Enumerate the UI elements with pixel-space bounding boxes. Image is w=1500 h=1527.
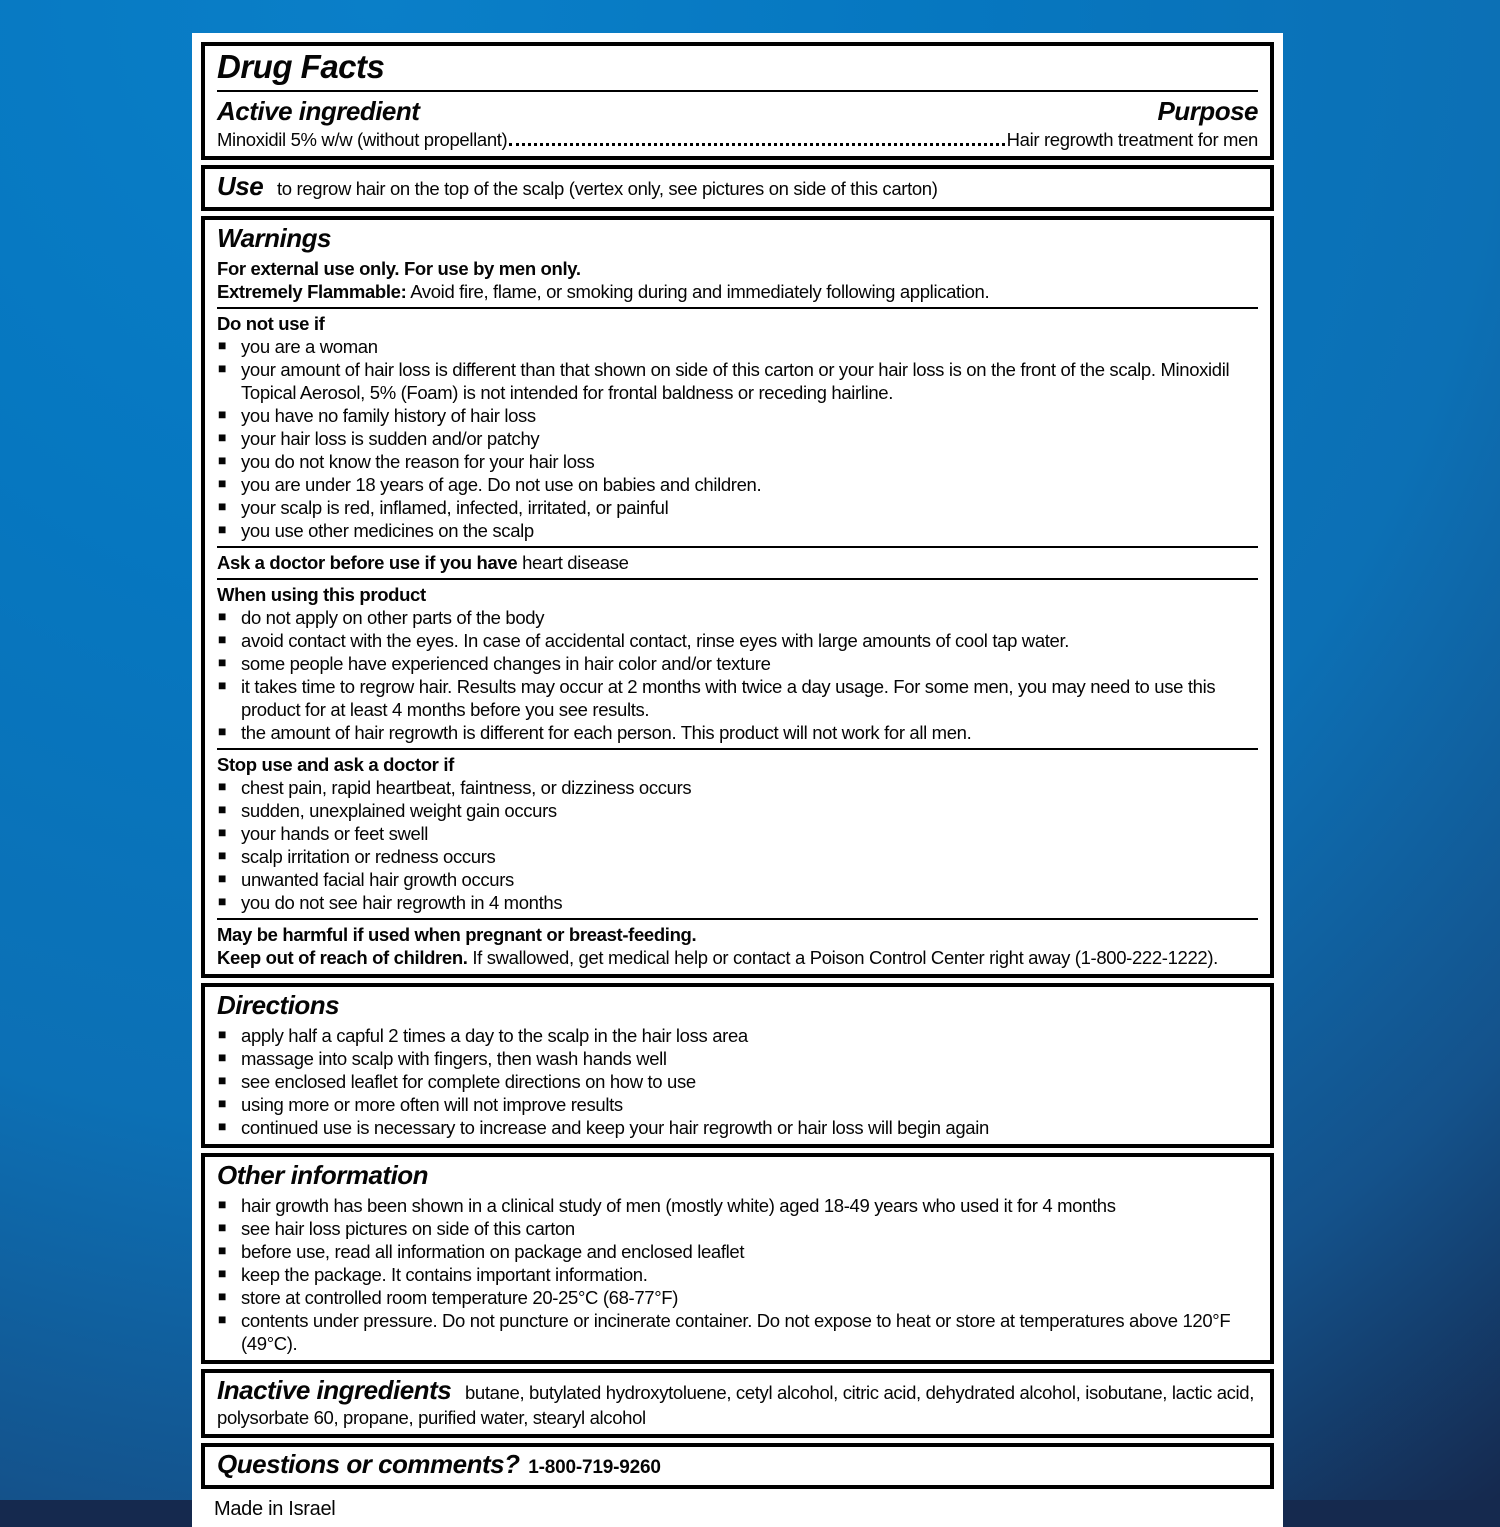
section-header <box>201 42 1274 160</box>
divider <box>217 90 1258 92</box>
section-directions <box>201 983 1274 1148</box>
active-ingredient-heading: Active ingredient <box>217 96 420 127</box>
keep-out-label: Keep out of reach of children. <box>217 946 468 968</box>
flammable-label: Extremely Flammable: <box>217 280 407 302</box>
bullet-item: ■ your hair loss is sudden and/or patchy <box>217 427 1258 450</box>
pregnancy-children-subsection <box>217 918 1258 969</box>
use-text: to regrow hair on the top of the scalp (vertex only, see pictures on side of this carton) <box>277 178 938 200</box>
ask-doctor-text: heart disease <box>522 551 629 573</box>
drug-facts-label <box>192 33 1283 1527</box>
other-information-list <box>217 1194 1258 1355</box>
ask-doctor-subsection <box>217 546 1258 574</box>
bullet-item: ■ see hair loss pictures on side of this carton <box>217 1217 1258 1240</box>
inactive-ingredients-text: butane, butylated hydroxytoluene, cetyl alcohol, citric acid, dehydrated alcohol, isobutane, lactic acid, polysorbate 60, propane, purified water, stearyl alcohol <box>217 1381 1255 1428</box>
ask-doctor-line <box>217 551 1258 574</box>
ask-doctor-label: Ask a doctor before use if you have <box>217 551 518 573</box>
bullet-item: ■ before use, read all information on package and enclosed leaflet <box>217 1240 1258 1263</box>
when-using-subsection <box>217 578 1258 744</box>
bullet-item: ■ you are under 18 years of age. Do not use on babies and children. <box>217 473 1258 496</box>
bullet-item: ■ your amount of hair loss is different than that shown on side of this carton or your hair loss is on the front of the scalp. Minoxidil Topical Aerosol, 5% (Foam) is not intended for frontal baldness or receding hairline. <box>217 358 1258 404</box>
external-use-text: For external use only. For use by men only. <box>217 257 581 279</box>
bullet-item: ■ you are a woman <box>217 335 1258 358</box>
dotted-leader <box>509 143 1004 146</box>
flammable-text: Avoid fire, flame, or smoking during and immediately following application. <box>410 280 990 302</box>
inactive-ingredients-heading: Inactive ingredients <box>217 1374 452 1405</box>
section-warnings <box>201 216 1274 978</box>
bullet-item: ■ store at controlled room temperature 20-25°C (68-77°F) <box>217 1286 1258 1309</box>
made-in-text: Made in Israel <box>214 1497 336 1520</box>
stop-use-list <box>217 776 1258 914</box>
other-information-heading: Other information <box>217 1159 429 1190</box>
questions-heading: Questions or comments? <box>217 1448 520 1479</box>
do-not-use-heading: Do not use if <box>217 312 325 334</box>
bullet-item: ■ you have no family history of hair loss <box>217 404 1258 427</box>
keep-out-text: If swallowed, get medical help or contact a Poison Control Center right away (1-800-222-1222). <box>472 946 1218 968</box>
when-using-heading: When using this product <box>217 583 426 605</box>
do-not-use-list <box>217 335 1258 542</box>
bullet-item: ■ do not apply on other parts of the body <box>217 606 1258 629</box>
section-questions <box>201 1443 1274 1489</box>
keep-out-line <box>217 946 1258 969</box>
section-other-information <box>201 1153 1274 1364</box>
bullet-item: ■ unwanted facial hair growth occurs <box>217 868 1258 891</box>
bullet-item: ■ see enclosed leaflet for complete directions on how to use <box>217 1070 1258 1093</box>
warnings-heading: Warnings <box>217 223 331 254</box>
bullet-item: ■ you use other medicines on the scalp <box>217 519 1258 542</box>
stop-use-heading: Stop use and ask a doctor if <box>217 753 454 775</box>
questions-row <box>217 1450 1258 1480</box>
bullet-item: ■ scalp irritation or redness occurs <box>217 845 1258 868</box>
bullet-item: ■ the amount of hair regrowth is different for each person. This product will not work for all men. <box>217 721 1258 744</box>
bullet-item: ■ chest pain, rapid heartbeat, faintness, or dizziness occurs <box>217 776 1258 799</box>
purpose-heading: Purpose <box>1157 96 1258 127</box>
bullet-item: ■ keep the package. It contains important information. <box>217 1263 1258 1286</box>
flammable-line <box>217 280 1258 303</box>
bullet-item: ■ it takes time to regrow hair. Results may occur at 2 months with twice a day usage. For some men, you may need to use this product for at least 4 months before you see results. <box>217 675 1258 721</box>
inactive-ingredients-row <box>217 1376 1258 1429</box>
purpose-value: Hair regrowth treatment for men <box>1006 129 1258 151</box>
section-inactive-ingredients <box>201 1369 1274 1438</box>
directions-list <box>217 1024 1258 1139</box>
use-heading: Use <box>217 171 264 202</box>
bullet-item: ■ hair growth has been shown in a clinical study of men (mostly white) aged 18-49 years who used it for 4 months <box>217 1194 1258 1217</box>
active-ingredient-row <box>217 128 1258 151</box>
active-ingredient-value: Minoxidil 5% w/w (without propellant) <box>217 129 508 151</box>
bullet-item: ■ some people have experienced changes in hair color and/or texture <box>217 652 1258 675</box>
bullet-item: ■ continued use is necessary to increase and keep your hair regrowth or hair loss will begin again <box>217 1116 1258 1139</box>
bullet-item: ■ you do not see hair regrowth in 4 months <box>217 891 1258 914</box>
when-using-list <box>217 606 1258 744</box>
bullet-item: ■ your hands or feet swell <box>217 822 1258 845</box>
bullet-item: ■ avoid contact with the eyes. In case of accidental contact, rinse eyes with large amounts of cool tap water. <box>217 629 1258 652</box>
stop-use-subsection <box>217 748 1258 914</box>
bullet-item: ■ your scalp is red, inflamed, infected, irritated, or painful <box>217 496 1258 519</box>
questions-phone: 1-800-719-9260 <box>528 1456 661 1478</box>
bullet-item: ■ contents under pressure. Do not puncture or incinerate container. Do not expose to heat or store at temperatures above 120°F (49°C). <box>217 1309 1258 1355</box>
bullet-item: ■ massage into scalp with fingers, then wash hands well <box>217 1047 1258 1070</box>
directions-heading: Directions <box>217 989 340 1020</box>
bullet-item: ■ using more or more often will not improve results <box>217 1093 1258 1116</box>
use-row <box>217 172 1258 202</box>
active-ingredient-header-row <box>217 97 1258 127</box>
section-use <box>201 165 1274 211</box>
do-not-use-subsection <box>217 307 1258 542</box>
harmful-text: May be harmful if used when pregnant or breast-feeding. <box>217 923 697 945</box>
bullet-item: ■ apply half a capful 2 times a day to the scalp in the hair loss area <box>217 1024 1258 1047</box>
bullet-item: ■ you do not know the reason for your hair loss <box>217 450 1258 473</box>
bullet-item: ■ sudden, unexplained weight gain occurs <box>217 799 1258 822</box>
drug-facts-title: Drug Facts <box>217 48 385 85</box>
